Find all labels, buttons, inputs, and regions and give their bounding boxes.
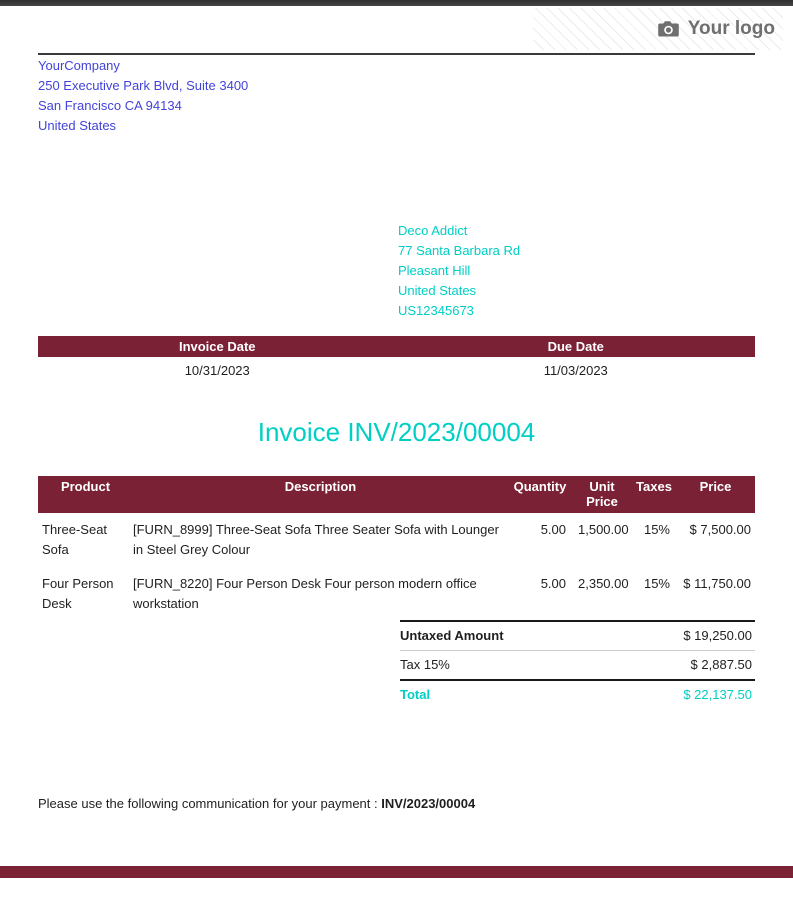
- items-table: [38, 476, 755, 621]
- payment-instruction: [38, 796, 475, 811]
- camera-icon: [658, 20, 679, 38]
- unit-price-cell: 2,350.00: [578, 576, 629, 591]
- company-address-line: United States: [38, 118, 117, 133]
- company-logo-placeholder: [533, 8, 783, 50]
- invoice-date-header-bar: [38, 336, 755, 357]
- items-table-header-row: [38, 476, 755, 513]
- company-address-block: [38, 56, 248, 136]
- payment-reference: INV/2023/00004: [381, 796, 476, 811]
- customer-address-block: [398, 221, 520, 321]
- tax-value: $ 2,887.50: [610, 651, 755, 681]
- price-cell: $ 7,500.00: [689, 522, 751, 537]
- description-cell: [FURN_8999] Three-Seat Sofa Three Seater Sofa with Lounger in Steel Grey Colour: [133, 522, 499, 557]
- invoice-date-value: 10/31/2023: [184, 363, 250, 378]
- customer-address-line: 77 Santa Barbara Rd: [398, 243, 521, 258]
- total-label: Total: [400, 687, 431, 702]
- column-header-quantity: Quantity: [508, 476, 572, 513]
- due-date-label: Due Date: [547, 339, 604, 354]
- untaxed-amount-label: Untaxed Amount: [400, 621, 610, 651]
- customer-address-line: United States: [398, 283, 477, 298]
- header-divider: [38, 53, 755, 55]
- column-header-price: Price: [676, 476, 755, 513]
- payment-instruction-text: Please use the following communication for your payment :: [38, 796, 382, 811]
- customer-address-line: Pleasant Hill: [398, 263, 471, 278]
- unit-price-cell: 1,500.00: [578, 522, 629, 537]
- taxes-cell: 15%: [643, 576, 670, 591]
- invoice-date-label: Invoice Date: [178, 339, 256, 354]
- product-cell: Three-Seat Sofa: [42, 522, 108, 557]
- product-cell: Four Person Desk: [42, 576, 114, 611]
- price-cell: $ 11,750.00: [683, 576, 751, 591]
- taxes-cell: 15%: [643, 522, 670, 537]
- total-row: [400, 680, 755, 709]
- logo-label: Your logo: [687, 18, 775, 39]
- column-header-description: Description: [133, 476, 508, 513]
- column-header-unit-price: Unit Price: [572, 476, 632, 513]
- untaxed-amount-value: $ 19,250.00: [610, 621, 755, 651]
- quantity-cell: 5.00: [540, 576, 566, 591]
- company-address-line: 250 Executive Park Blvd, Suite 3400: [38, 78, 249, 93]
- untaxed-amount-row: [400, 621, 755, 651]
- company-address-line: San Francisco CA 94134: [38, 98, 182, 113]
- column-header-taxes: Taxes: [632, 476, 676, 513]
- table-row: [38, 513, 755, 567]
- tax-row: [400, 651, 755, 681]
- customer-name: Deco Addict: [398, 223, 468, 238]
- total-value: $ 22,137.50: [683, 687, 752, 702]
- company-name: YourCompany: [38, 58, 120, 73]
- customer-vat: US12345673: [398, 303, 474, 318]
- invoice-title: Invoice INV/2023/00004: [257, 417, 536, 447]
- totals-table: [400, 620, 755, 709]
- invoice-date-values-row: [38, 361, 755, 381]
- tax-label: Tax 15%: [400, 651, 610, 681]
- footer-accent-bar: [0, 866, 793, 878]
- top-accent-bar: [0, 0, 793, 6]
- description-cell: [FURN_8220] Four Person Desk Four person modern office workstation: [133, 576, 477, 611]
- table-row: [38, 567, 755, 621]
- quantity-cell: 5.00: [540, 522, 566, 537]
- due-date-value: 11/03/2023: [543, 363, 608, 378]
- column-header-product: Product: [38, 476, 133, 513]
